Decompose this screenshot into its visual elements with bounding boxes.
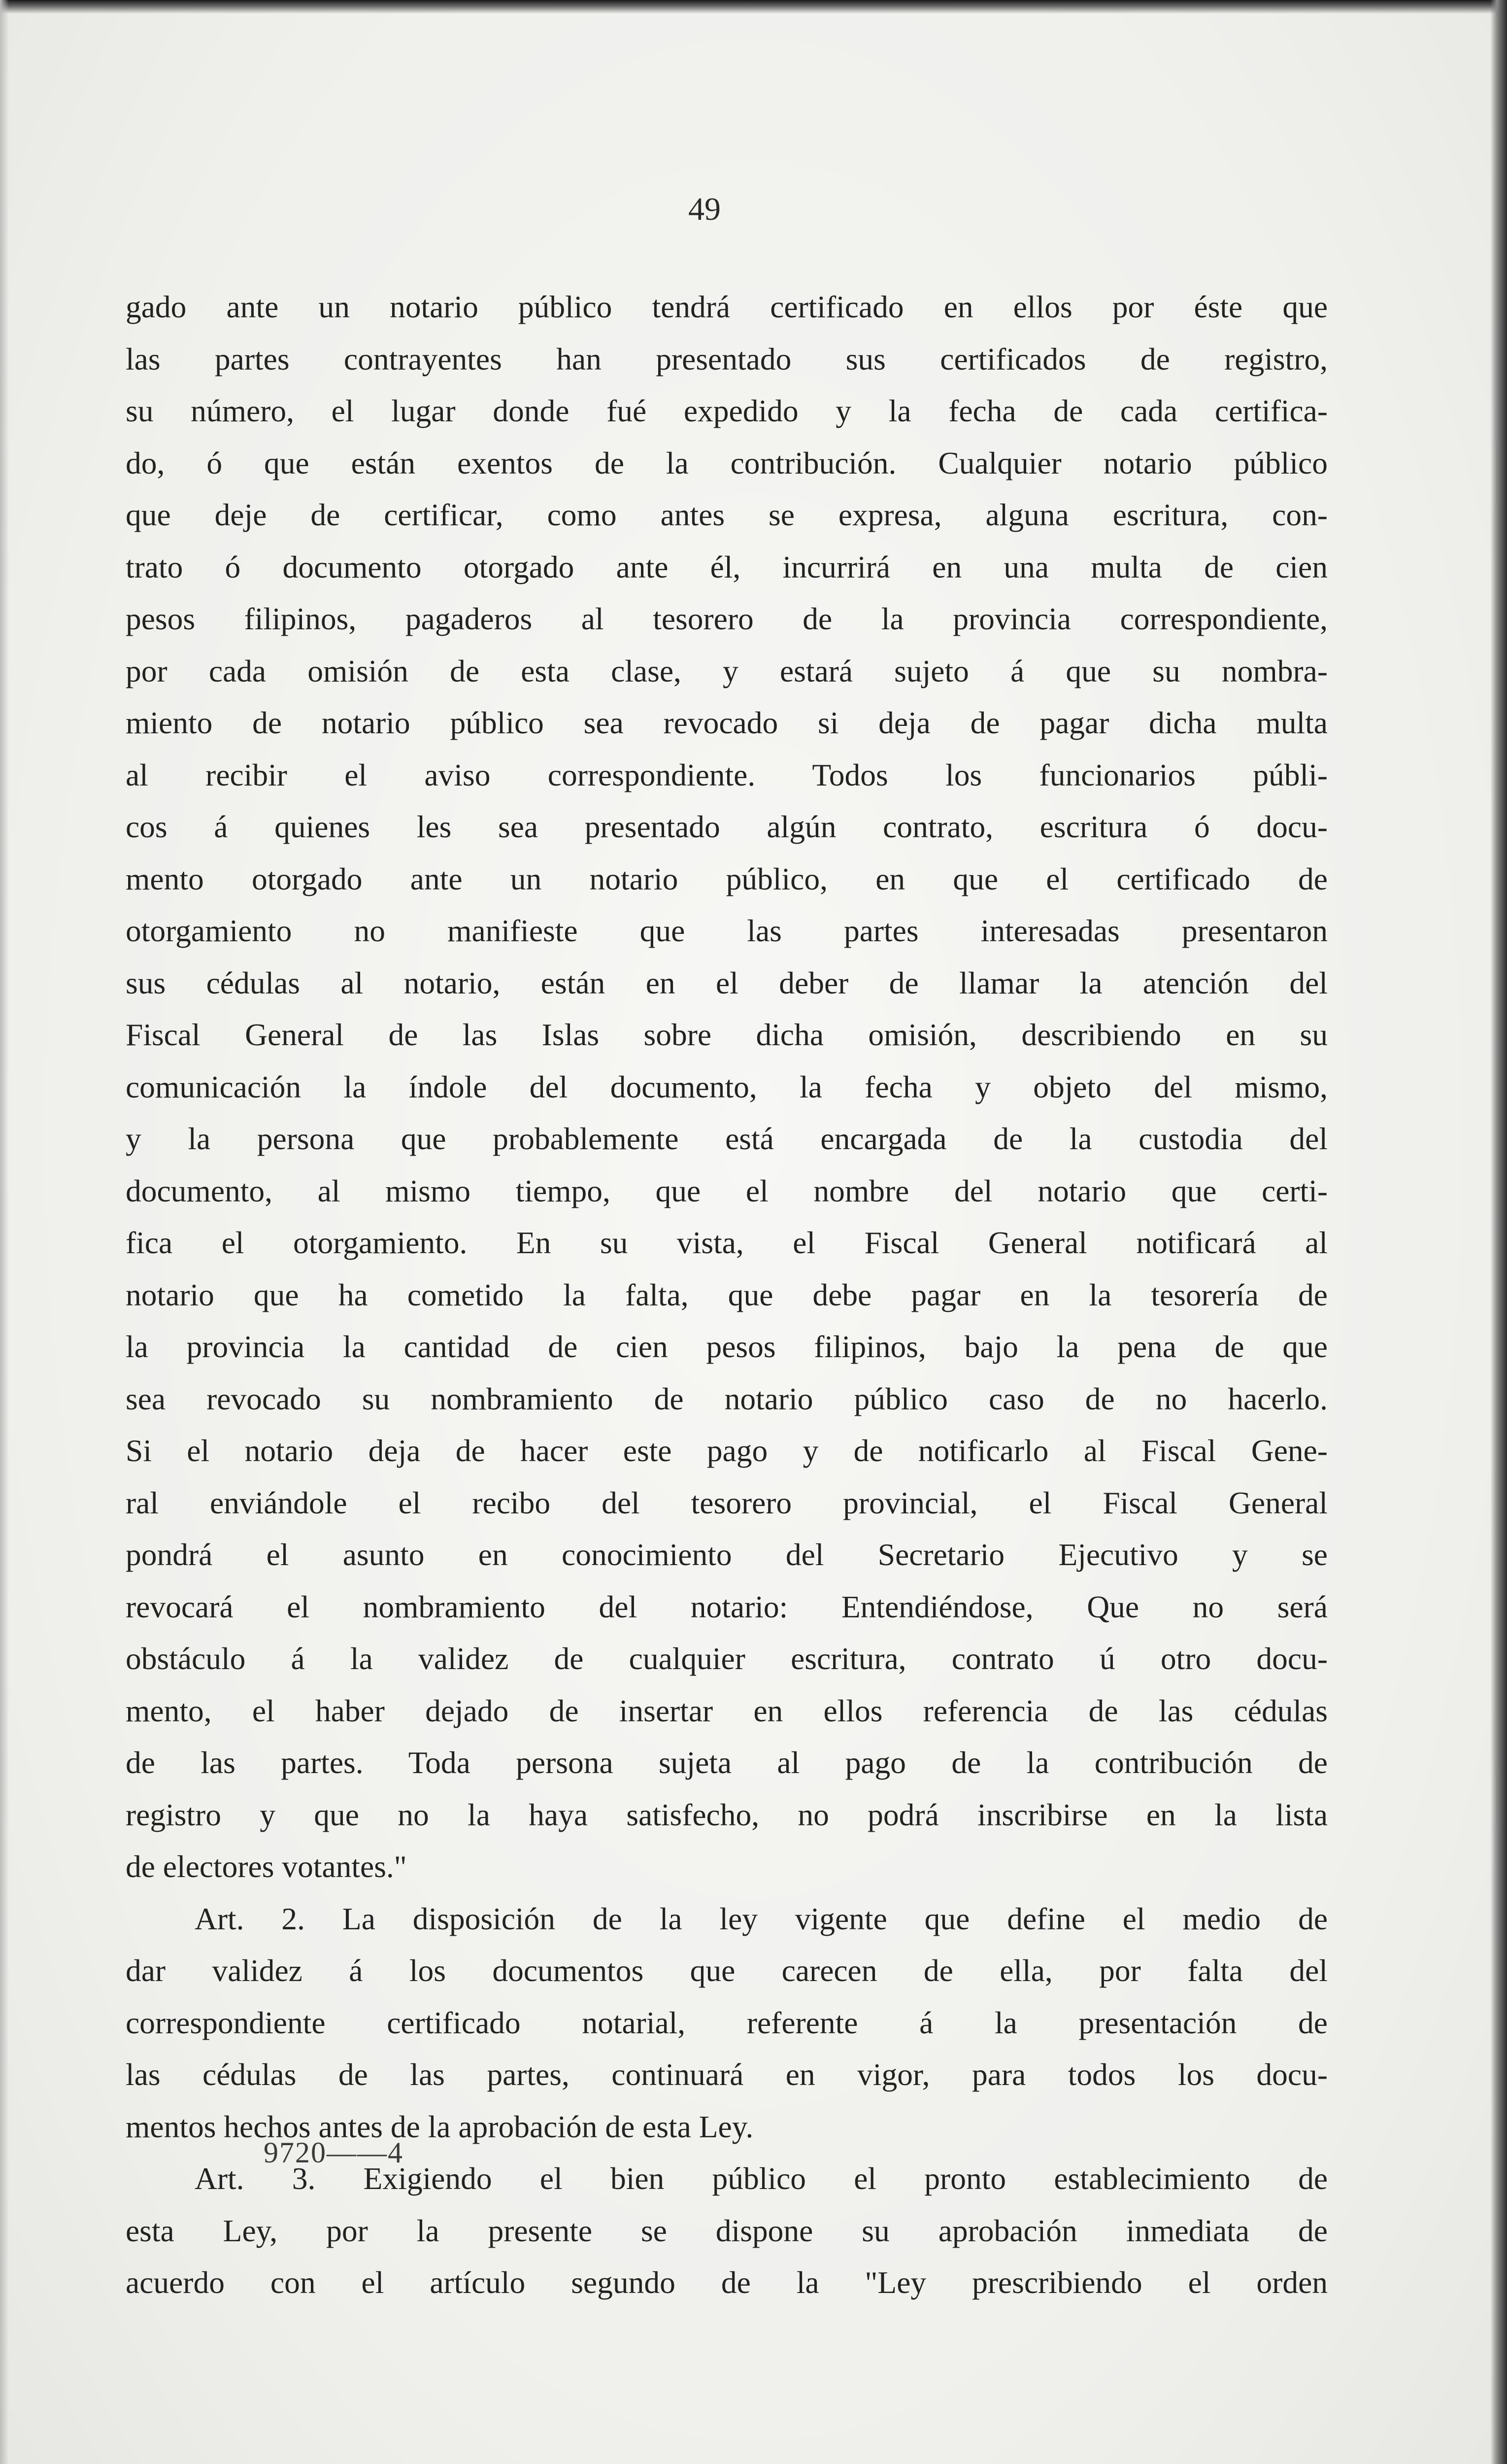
text-line: do, ó que están exentos de la contribución. Cualquier notario público	[126, 445, 1328, 480]
text-line: obstáculo á la validez de cualquier escritura, contrato ú otro docu-	[126, 1641, 1328, 1676]
text-line: las cédulas de las partes, continuará en vigor, para todos los docu-	[126, 2057, 1328, 2092]
scan-top-edge	[0, 0, 1507, 14]
text-line: gado ante un notario público tendrá certificado en ellos por éste que	[126, 289, 1328, 324]
text-line: miento de notario público sea revocado si deja de pagar dicha multa	[126, 705, 1328, 740]
text-line: correspondiente certificado notarial, referente á la presentación de	[126, 2005, 1328, 2040]
text-line: mento otorgado ante un notario público, en que el certificado de	[126, 861, 1328, 896]
text-line: esta Ley, por la presente se dispone su aprobación inmediata de	[126, 2213, 1328, 2248]
text-line: mento, el haber dejado de insertar en ellos referencia de las cédulas	[126, 1693, 1328, 1728]
text-line: dar validez á los documentos que carecen de ella, por falta del	[126, 1953, 1328, 1988]
text-line: de electores votantes."	[126, 1849, 407, 1884]
text-line: notario que ha cometido la falta, que debe pagar en la tesorería de	[126, 1277, 1328, 1312]
printer-signature: 9720——4	[264, 2136, 403, 2169]
text-line: sus cédulas al notario, están en el deber de llamar la atención del	[126, 965, 1328, 1000]
text-line: documento, al mismo tiempo, que el nombre del notario que certi-	[126, 1173, 1328, 1208]
text-line: ral enviándole el recibo del tesorero provincial, el Fiscal General	[126, 1485, 1328, 1520]
scan-right-edge	[1490, 0, 1507, 2464]
text-line: por cada omisión de esta clase, y estará sujeto á que su nombra-	[126, 653, 1328, 688]
text-line: otorgamiento no manifieste que las partes interesadas presentaron	[126, 913, 1328, 948]
text-line: pondrá el asunto en conocimiento del Secretario Ejecutivo y se	[126, 1537, 1328, 1572]
text-line: mentos hechos antes de la aprobación de esta Ley.	[126, 2109, 754, 2144]
text-line: revocará el nombramiento del notario: Entendiéndose, Que no será	[126, 1589, 1328, 1624]
text-line: trato ó documento otorgado ante él, incurrirá en una multa de cien	[126, 549, 1328, 584]
text-line: al recibir el aviso correspondiente. Todos los funcionarios públi-	[126, 757, 1328, 792]
scan-left-edge	[0, 0, 9, 2464]
text-line: la provincia la cantidad de cien pesos filipinos, bajo la pena de que	[126, 1329, 1328, 1364]
article-3-line: Art. 3. Exigiendo el bien público el pronto establecimiento de	[195, 2161, 1328, 2196]
body-text	[126, 281, 1328, 2309]
text-line: pesos filipinos, pagaderos al tesorero de la provincia correspondiente,	[126, 601, 1328, 636]
article-2-line: Art. 2. La disposición de la ley vigente que define el medio de	[195, 1901, 1328, 1936]
text-line: de las partes. Toda persona sujeta al pago de la contribución de	[126, 1745, 1328, 1780]
text-line: comunicación la índole del documento, la fecha y objeto del mismo,	[126, 1069, 1328, 1104]
text-line: y la persona que probablemente está encargada de la custodia del	[126, 1121, 1328, 1156]
text-line: registro y que no la haya satisfecho, no podrá inscribirse en la lista	[126, 1797, 1328, 1832]
page-number: 49	[688, 191, 721, 227]
text-line: fica el otorgamiento. En su vista, el Fiscal General notificará al	[126, 1225, 1328, 1260]
text-line: su número, el lugar donde fué expedido y la fecha de cada certifica-	[126, 393, 1328, 428]
text-line: Fiscal General de las Islas sobre dicha omisión, describiendo en su	[126, 1017, 1328, 1052]
text-line: las partes contrayentes han presentado sus certificados de registro,	[126, 341, 1328, 376]
text-line: sea revocado su nombramiento de notario público caso de no hacerlo.	[126, 1381, 1328, 1416]
text-line: cos á quienes les sea presentado algún contrato, escritura ó docu-	[126, 809, 1328, 844]
text-line: que deje de certificar, como antes se expresa, alguna escritura, con-	[126, 497, 1328, 532]
text-line: acuerdo con el artículo segundo de la "Ley prescribiendo el orden	[126, 2265, 1328, 2300]
text-line: Si el notario deja de hacer este pago y de notificarlo al Fiscal Gene-	[126, 1433, 1328, 1468]
